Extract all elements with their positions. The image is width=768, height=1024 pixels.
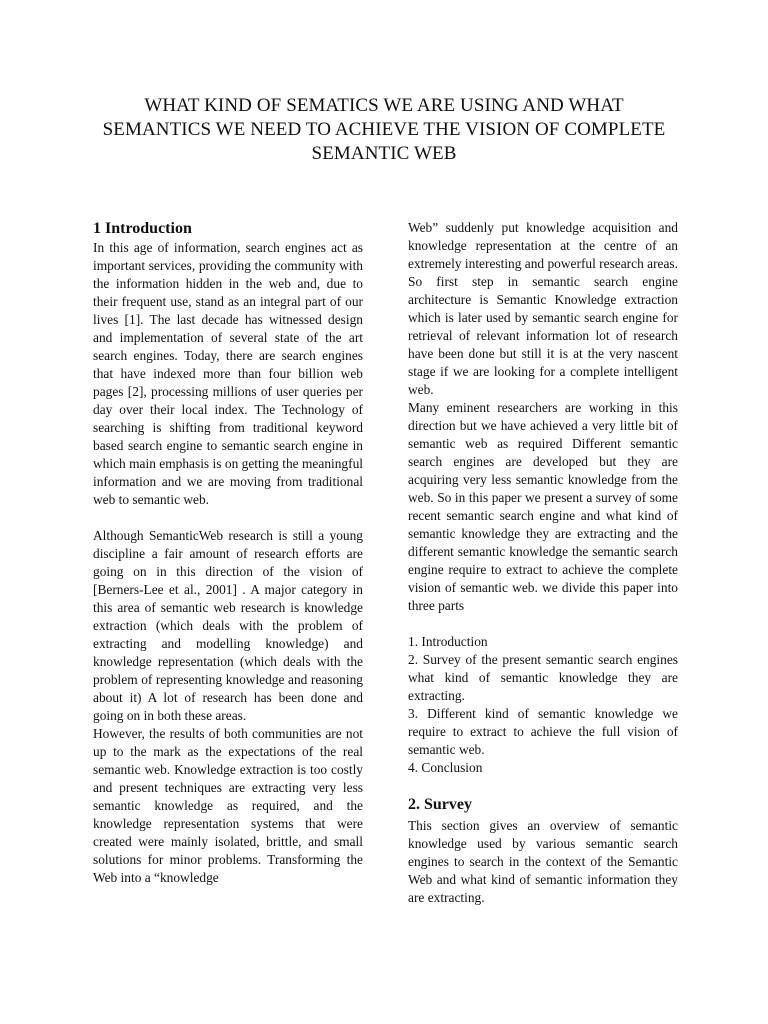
list-item: 3. Different kind of semantic knowledge we require to extract to achieve the full vision of semantic web. xyxy=(408,706,678,757)
intro-paragraph-3: However, the results of both communities are not up to the mark as the expectations of the real semantic web. Knowledge extraction is too costly and present techniques are extracting very less semantic knowledge as required, and the knowledge representation systems that were created were mainly isolated, brittle, and small solutions for minor problems. Transforming the Web into a “knowledge xyxy=(93,726,363,885)
left-column xyxy=(93,219,363,887)
survey-paragraph-1: This section gives an overview of semantic knowledge used by various semantic search engines to search in the context of the Semantic Web and what kind of semantic information they are extracting. xyxy=(408,818,678,905)
list-item: 2. Survey of the present semantic search engines what kind of semantic knowledge they are extracting. xyxy=(408,652,678,703)
list-item: 1. Introduction xyxy=(408,634,488,649)
paragraph-spacer xyxy=(93,509,363,527)
right-column xyxy=(408,219,678,907)
intro-paragraph-4: Web” suddenly put knowledge acquisition and knowledge representation at the centre of an extremely interesting and powerful research areas. So first step in semantic search engine architecture is Semantic Knowledge extraction which is later used by semantic search engine for retrieval of relevant information lot of research have been done but still it is at the very nascent stage if we are looking for a complete intelligent web. xyxy=(408,220,678,397)
introduction-heading: 1 Introduction xyxy=(93,220,192,237)
paper-parts-list xyxy=(408,633,678,777)
paragraph-spacer xyxy=(408,615,678,633)
list-item: 4. Conclusion xyxy=(408,760,483,775)
paper-title: WHAT KIND OF SEMATICS WE ARE USING AND WHAT SEMANTICS WE NEED TO ACHIEVE THE VISION OF COMPLETE SEMANTIC WEB xyxy=(102,95,666,164)
intro-paragraph-1: In this age of information, search engines act as important services, providing the community with the information hidden in the web and, due to their frequent use, stand as an integral part of our lives [1]. The last decade has witnessed design and implementation of several state of the art search engines. Today, there are search engines that have indexed more than four billion web pages [2], processing millions of user queries per day over their local index. The Technology of searching is shifting from traditional keyword based search engine to semantic search engine in which main emphasis is on getting the meaningful information and we are moving from traditional web to semantic web. xyxy=(93,240,363,507)
survey-heading: 2. Survey xyxy=(408,796,472,813)
intro-paragraph-5: Many eminent researchers are working in this direction but we have achieved a very little bit of semantic web as required Different semantic search engines are developed but they are acquiring very less semantic knowledge from the web. So in this paper we present a survey of some recent semantic search engine and what kind of semantic knowledge they are extracting and the different semantic knowledge the semantic search engine require to extract to achieve the complete vision of semantic web. we divide this paper into three parts xyxy=(408,400,678,613)
intro-paragraph-2: Although SemanticWeb research is still a young discipline a fair amount of research efforts are going on in this direction of the vision of [Berners-Lee et al., 2001] . A major category in this area of semantic web research is knowledge extraction (which deals with the problem of extracting and modelling knowledge) and knowledge representation (which deals with the problem of representing knowledge and reasoning about it) A lot of research has been done and going on in both these areas. xyxy=(93,528,363,723)
